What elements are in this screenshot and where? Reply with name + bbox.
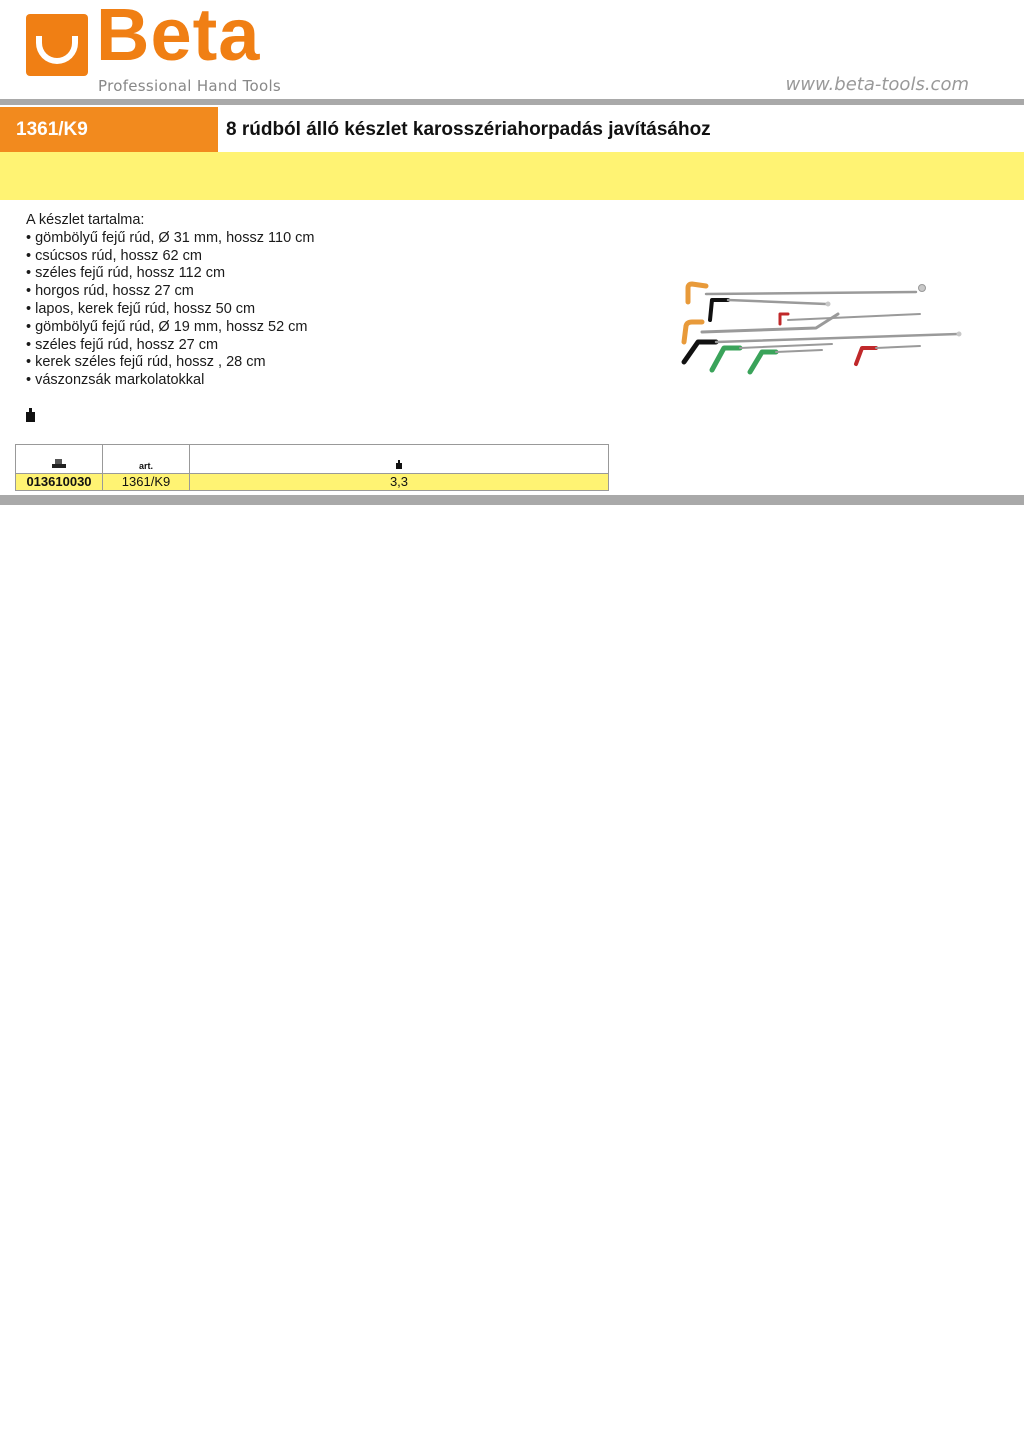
weight-icon bbox=[26, 408, 35, 422]
list-item: • horgos rúd, hossz 27 cm bbox=[26, 283, 315, 301]
weight-icon bbox=[396, 460, 402, 469]
table-row bbox=[16, 474, 609, 491]
top-divider bbox=[0, 99, 1024, 105]
list-item: • vászonzsák markolatokkal bbox=[26, 372, 315, 390]
set-contents bbox=[26, 212, 315, 390]
list-item: • csúcsos rúd, hossz 62 cm bbox=[26, 248, 315, 266]
product-image bbox=[676, 276, 966, 376]
website-url[interactable]: www.beta-tools.com bbox=[785, 74, 969, 95]
table-header-row bbox=[16, 445, 609, 474]
title-band bbox=[0, 152, 1024, 200]
beta-logo bbox=[26, 0, 296, 98]
art-header bbox=[103, 445, 190, 474]
list-item: • lapos, kerek fejű rúd, hossz 50 cm bbox=[26, 301, 315, 319]
product-title: 8 rúdból álló készlet karosszériahorpadás javításához bbox=[226, 119, 711, 140]
order-code-cell: 013610030 bbox=[16, 474, 103, 491]
list-item: • kerek széles fejű rúd, hossz , 28 cm bbox=[26, 354, 315, 372]
art-label: art. bbox=[138, 461, 153, 471]
brand-tagline: Professional Hand Tools bbox=[98, 77, 282, 95]
weight-header bbox=[190, 445, 609, 474]
list-item: • gömbölyű fejű rúd, Ø 19 mm, hossz 52 cm bbox=[26, 319, 315, 337]
weight-cell: 3,3 bbox=[190, 474, 609, 491]
contents-list bbox=[26, 230, 315, 390]
product-code: 1361/K9 bbox=[0, 107, 218, 152]
list-item: • széles fejű rúd, hossz 27 cm bbox=[26, 337, 315, 355]
contents-heading: A készlet tartalma: bbox=[26, 212, 145, 228]
brand-wordmark: Beta bbox=[96, 0, 261, 76]
product-table bbox=[15, 444, 609, 491]
bottom-divider bbox=[0, 495, 1024, 505]
art-cell: 1361/K9 bbox=[103, 474, 190, 491]
wrench-logo-icon bbox=[26, 14, 88, 76]
list-item: • gömbölyű fejű rúd, Ø 31 mm, hossz 110 cm bbox=[26, 230, 315, 248]
order-code-icon bbox=[52, 459, 66, 469]
order-code-header bbox=[16, 445, 103, 474]
list-item: • széles fejű rúd, hossz 112 cm bbox=[26, 265, 315, 283]
